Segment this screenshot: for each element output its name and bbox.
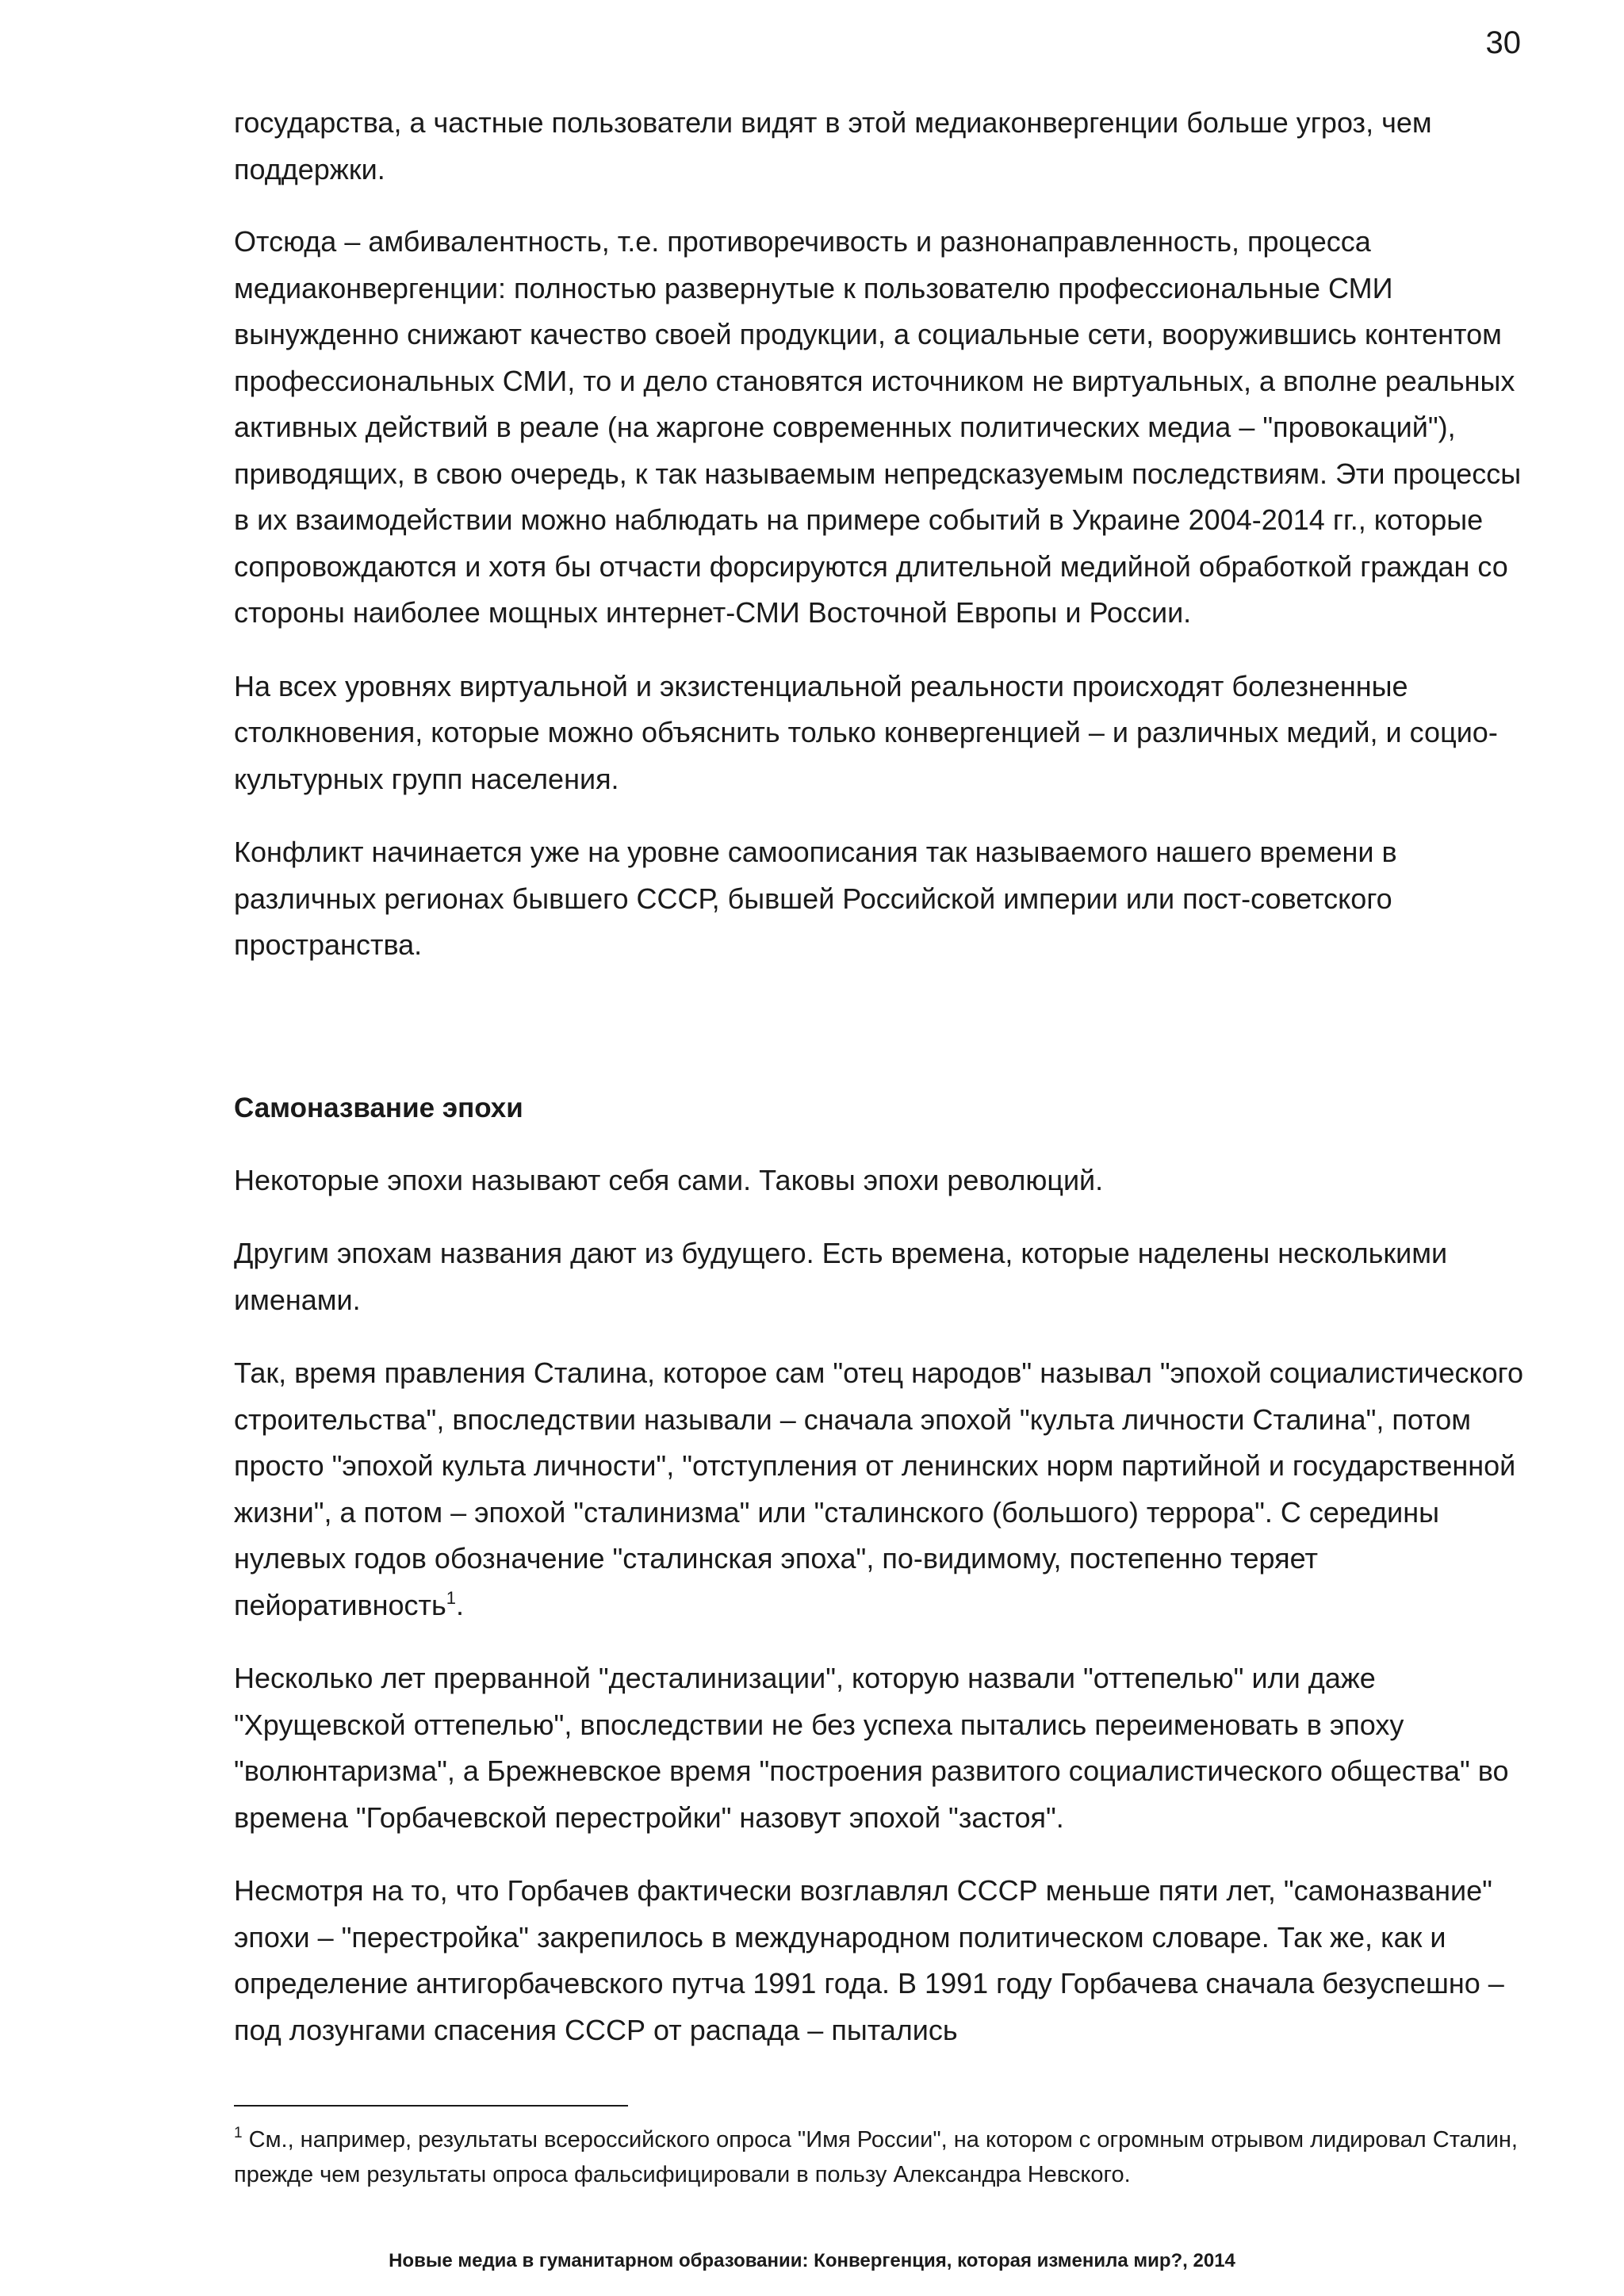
footnote-text: См., например, результаты всероссийского опроса "Имя России", на котором с огромным отрывом лидировал Сталин, прежде чем результаты опроса фальсифицировали в пользу Александра Невского. <box>234 2127 1518 2187</box>
footnote-reference[interactable]: 1 <box>446 1587 457 1608</box>
paragraph-with-footnote <box>234 1350 1534 1628</box>
paragraph: Конфликт начинается уже на уровне самоописания так называемого нашего времени в различных регионах бывшего СССР, бывшей Российской империи или пост-советского пространства. <box>234 836 1397 961</box>
paragraph-end: . <box>456 1588 465 1621</box>
paragraph: Некоторые эпохи называют себя сами. Таковы эпохи революций. <box>234 1163 1104 1196</box>
paragraph: Несколько лет прерванной "десталинизации", которую назвали "оттепелью" или даже "Хрущевской оттепелью", впоследствии не без успеха пытались переименовать в эпоху "волюнтаризма", а Брежневское время "построения развитого социалистического общества" во времена "Горбачевской перестройки" назовут эпохой "застоя". <box>234 1662 1509 1834</box>
page-number: 30 <box>1485 25 1521 60</box>
paragraph: Несмотря на то, что Горбачев фактически возглавлял СССР меньше пяти лет, "самоназвание" эпохи – "перестройка" закрепилось в международном политическом словаре. Так же, как и определение антигорбачевского путча 1991 года. В 1991 году Горбачева сначала безуспешно – под лозунгами спасения СССР от распада – пытались <box>234 1874 1504 2046</box>
footnote-marker: 1 <box>234 2125 243 2141</box>
paragraph: Отсюда – амбивалентность, т.е. противоречивость и разнонаправленность, процесса медиаконвергенции: полностью развернутые к пользователю профессиональные СМИ вынужденно снижают качество своей продукции, а социальные сети, вооружившись контентом профессиональных СМИ, то и дело становятся источником не виртуальных, а вполне реальных активных действий в реале (на жаргоне современных политических медиа – "провокаций"), приводящих, в свою очередь, к так называемым непредсказуемым последствиям. Эти процессы в их взаимодействии можно наблюдать на примере событий в Украине 2004-2014 гг., которые сопровождаются и хотя бы отчасти форсируются длительной медийной обработкой граждан со стороны наиболее мощных интернет-СМИ Восточной Европы и России. <box>234 225 1522 629</box>
page-body <box>234 100 1534 2080</box>
paragraph: государства, а частные пользователи видят в этой медиаконвергенции больше угроз, чем поддержки. <box>234 106 1432 186</box>
footnote <box>234 2122 1534 2192</box>
footnote-separator <box>234 2105 628 2107</box>
paragraph: На всех уровнях виртуальной и экзистенциальной реальности происходят болезненные столкновения, которые можно объяснить только конвергенцией – и различных медий, и социо-культурных групп населения. <box>234 669 1498 795</box>
section-heading: Самоназвание эпохи <box>234 1092 523 1123</box>
page-footer: Новые медиа в гуманитарном образовании: Конвергенция, которая изменила мир?, 2014 <box>389 2250 1235 2271</box>
paragraph-text: Так, время правления Сталина, которое сам "отец народов" называл "эпохой социалистического строительства", впоследствии называли – сначала эпохой "культа личности Сталина", потом просто "эпохой культа личности", "отступления от ленинских норм партийной и государственной жизни", а потом – эпохой "сталинизма" или "сталинского (большого) террора". С середины нулевых годов обозначение "сталинская эпоха", по-видимому, постепенно теряет пейоративность <box>234 1357 1524 1621</box>
paragraph: Другим эпохам названия дают из будущего. Есть времена, которые наделены несколькими именами. <box>234 1237 1448 1316</box>
